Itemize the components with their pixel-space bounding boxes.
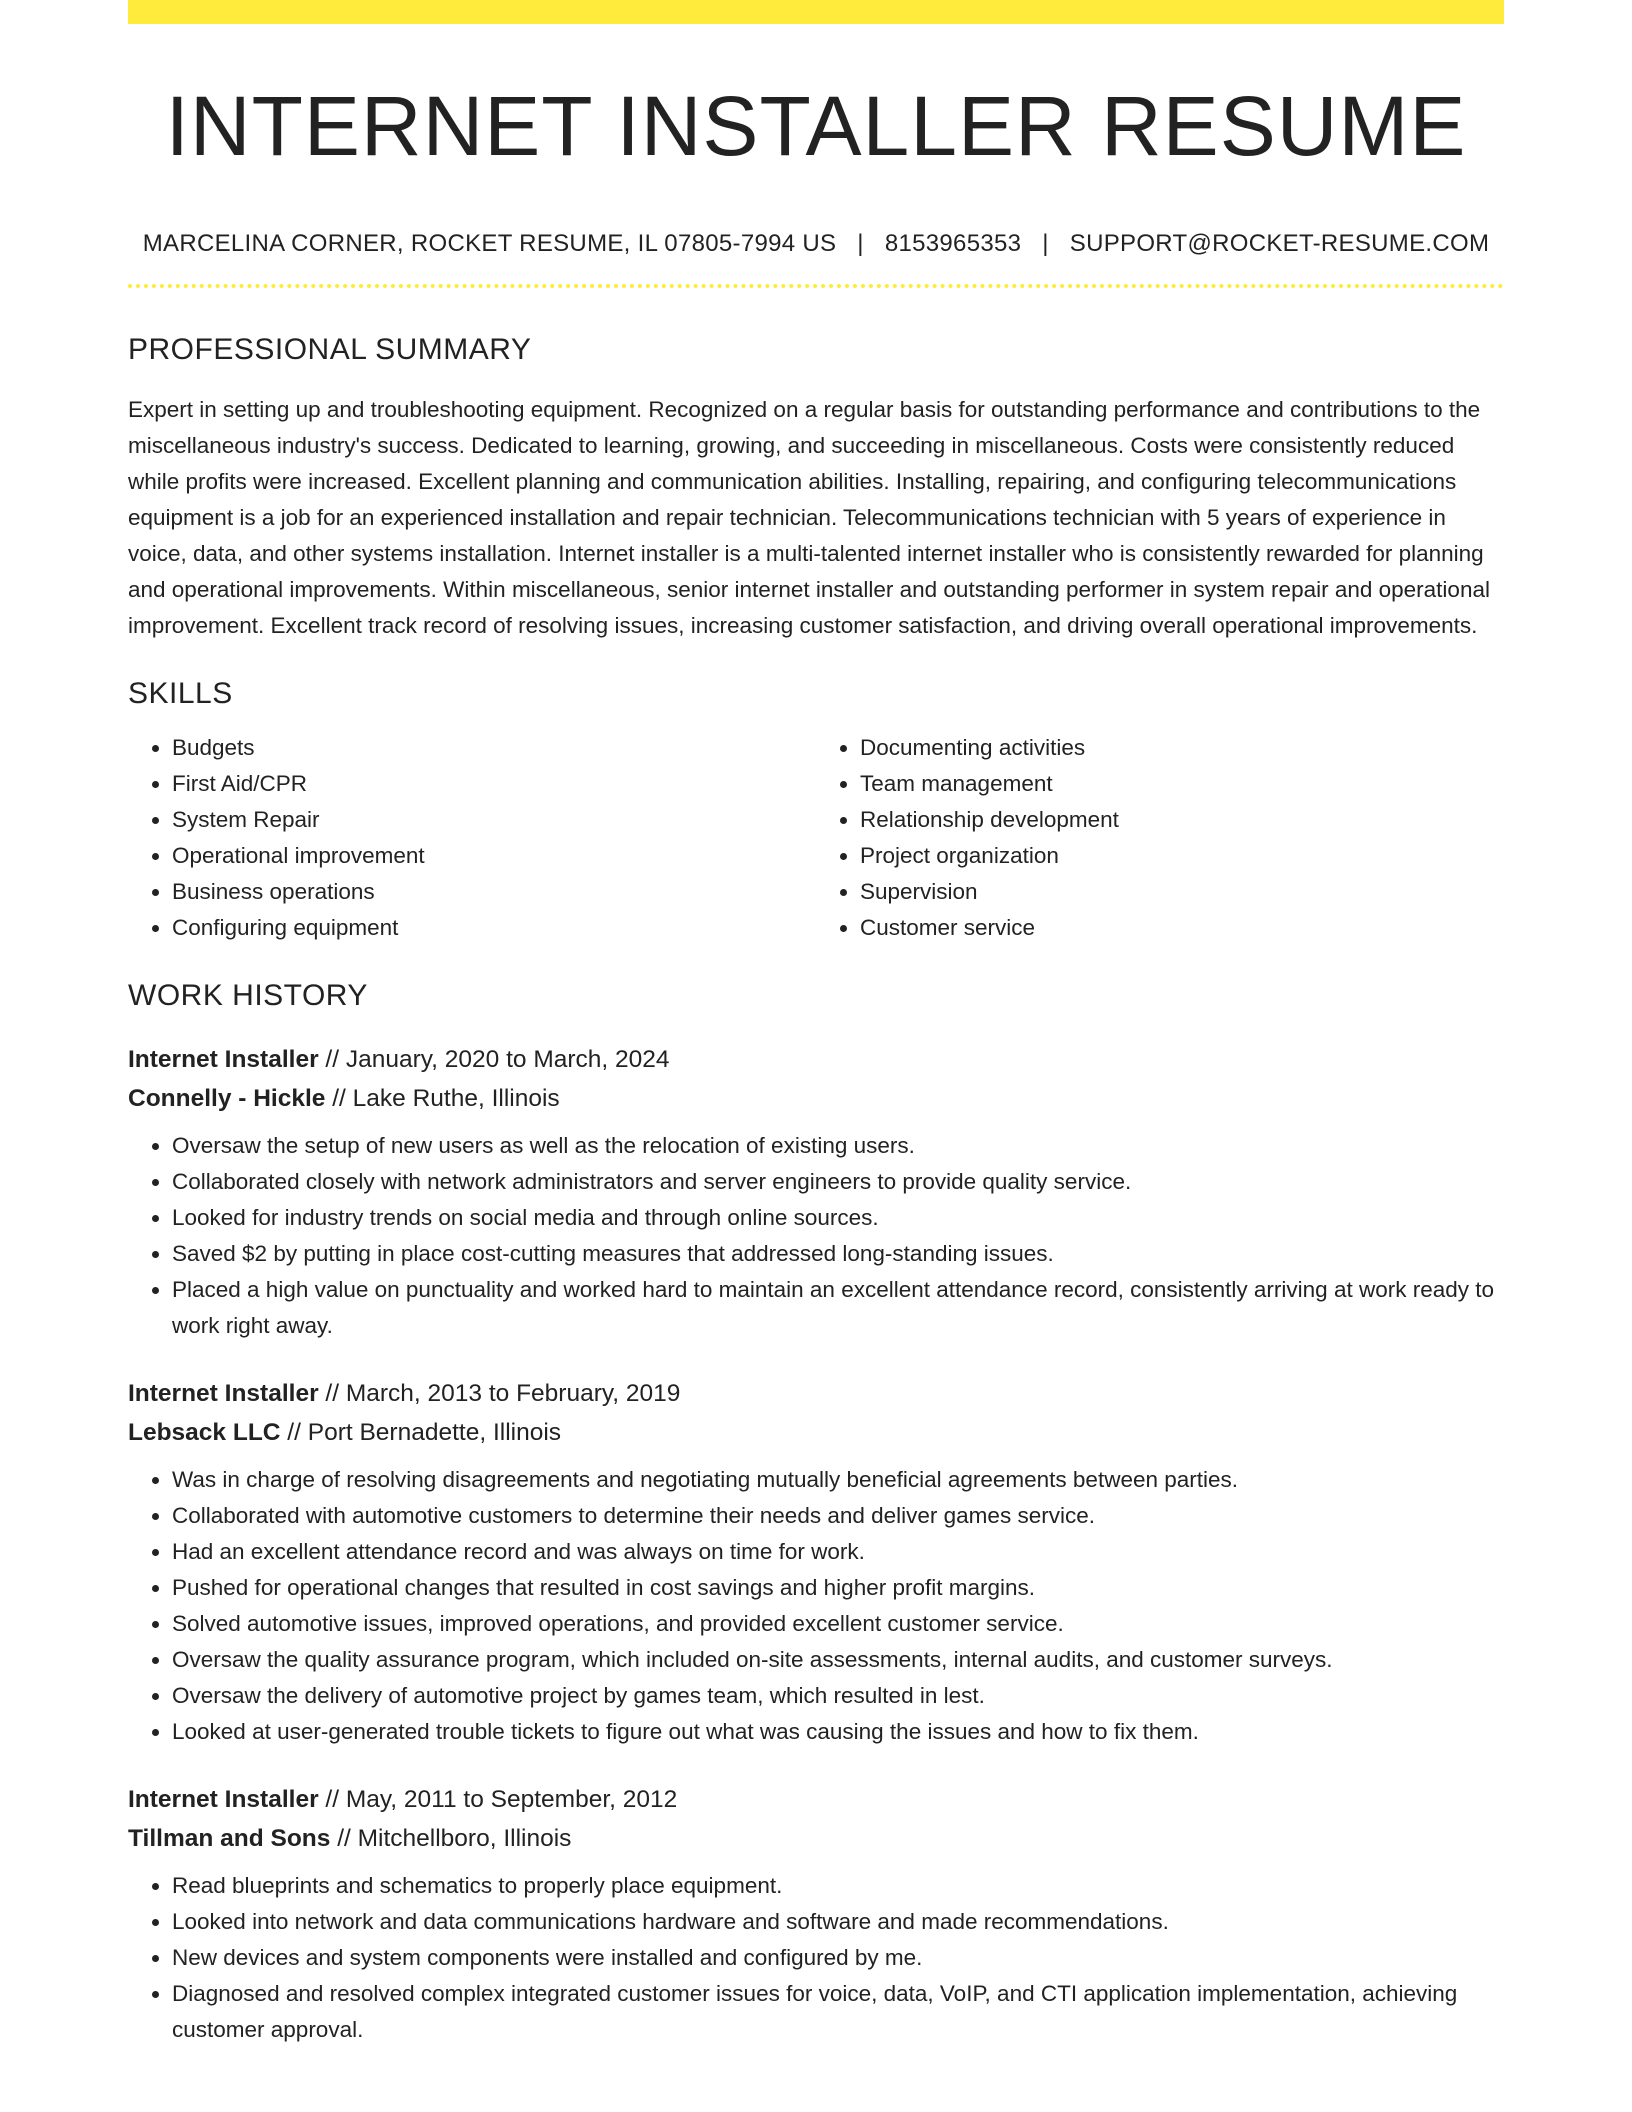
section-heading-skills: SKILLS <box>128 677 233 711</box>
skill-item: • Team management <box>860 766 1504 802</box>
job-title: Internet Installer <box>128 1046 319 1074</box>
skill-item: • Relationship development <box>860 802 1504 838</box>
job-bullet: • Looked at user-generated trouble tickets to figure out what was causing the issues and how to fix them. <box>172 1714 1504 1750</box>
skill-item: • Business operations <box>172 874 816 910</box>
skill-item: • Customer service <box>860 910 1504 946</box>
job-bullet: • Oversaw the quality assurance program, which included on-site assessments, internal audits, and customer surveys. <box>172 1642 1504 1678</box>
job-bullets <box>128 1128 1504 1344</box>
contact-separator: | <box>1042 230 1049 258</box>
job-bullet: • Pushed for operational changes that resulted in cost savings and higher profit margins. <box>172 1570 1504 1606</box>
job-title: Internet Installer <box>128 1786 319 1814</box>
job-company-line <box>128 1819 1504 1858</box>
skill-item: • Operational improvement <box>172 838 816 874</box>
work-history-section <box>128 978 1504 2048</box>
summary-text: Expert in setting up and troubleshooting equipment. Recognized on a regular basis for outstanding performance and contributions to the miscellaneous industry's success. Dedicated to learning, growing, and succeeding in miscellaneous. Costs were consistently reduced while profits were increased. Excellent planning and communication abilities. Installing, repairing, and configuring telecommunications equipment is a job for an experienced installation and repair technician. Telecommunications technician with 5 years of experience in voice, data, and other systems installation. Internet installer is a multi-talented internet installer who is consistently rewarded for planning and operational improvements. Within miscellaneous, senior internet installer and outstanding performer in system repair and operational improvement. Excellent track record of resolving issues, increasing customer satisfaction, and driving overall operational improvements. <box>128 397 1490 639</box>
skills-list <box>128 730 1504 946</box>
job-location: // Lake Ruthe, Illinois <box>325 1085 560 1113</box>
job-bullet: • Placed a high value on punctuality and worked hard to maintain an excellent attendance record, consistently arriving at work ready to work right away. <box>172 1272 1504 1344</box>
contact-email: SUPPORT@ROCKET-RESUME.COM <box>1069 230 1490 258</box>
job-entry <box>128 1780 1504 2048</box>
skill-item: • Configuring equipment <box>172 910 816 946</box>
job-bullet: • Was in charge of resolving disagreements and negotiating mutually beneficial agreements between parties. <box>172 1462 1504 1498</box>
job-bullet: • Read blueprints and schematics to properly place equipment. <box>172 1868 1504 1904</box>
job-company-line <box>128 1079 1504 1118</box>
job-entry <box>128 1374 1504 1750</box>
job-title-line <box>128 1780 1504 1819</box>
job-bullet: • Collaborated with automotive customers to determine their needs and deliver games service. <box>172 1498 1504 1534</box>
job-title: Internet Installer <box>128 1380 319 1408</box>
skills-column-left <box>128 730 816 946</box>
job-bullet: • Had an excellent attendance record and was always on time for work. <box>172 1534 1504 1570</box>
job-bullet: • Collaborated closely with network administrators and server engineers to provide quality service. <box>172 1164 1504 1200</box>
skill-item: • Supervision <box>860 874 1504 910</box>
resume-title: INTERNET INSTALLER RESUME <box>165 79 1467 173</box>
job-bullet: • Diagnosed and resolved complex integrated customer issues for voice, data, VoIP, and CTI application implementation, achieving customer approval. <box>172 1976 1504 2048</box>
professional-summary-section <box>128 332 1504 644</box>
skill-item: • System Repair <box>172 802 816 838</box>
job-company: Lebsack LLC <box>128 1419 281 1447</box>
contact-address: MARCELINA CORNER, ROCKET RESUME, IL 07805-7994 US <box>142 230 837 258</box>
job-bullet: • Looked for industry trends on social media and through online sources. <box>172 1200 1504 1236</box>
contact-line <box>128 230 1504 258</box>
skills-column-right <box>816 730 1504 946</box>
job-title-line <box>128 1040 1504 1079</box>
section-heading-work-history: WORK HISTORY <box>128 979 368 1013</box>
skill-item: • Project organization <box>860 838 1504 874</box>
job-dates: // March, 2013 to February, 2019 <box>318 1380 681 1408</box>
job-entry <box>128 1040 1504 1344</box>
job-company: Tillman and Sons <box>128 1825 331 1853</box>
job-company: Connelly - Hickle <box>128 1085 326 1113</box>
job-bullets <box>128 1462 1504 1750</box>
job-bullet: • Solved automotive issues, improved operations, and provided excellent customer service. <box>172 1606 1504 1642</box>
job-company-line <box>128 1413 1504 1452</box>
resume-page <box>128 0 1504 2048</box>
contact-separator: | <box>857 230 864 258</box>
job-title-line <box>128 1374 1504 1413</box>
dotted-divider <box>128 284 1504 288</box>
job-bullet: • New devices and system components were installed and configured by me. <box>172 1940 1504 1976</box>
skill-item: • First Aid/CPR <box>172 766 816 802</box>
job-location: // Mitchellboro, Illinois <box>330 1825 572 1853</box>
job-bullet: • Looked into network and data communications hardware and software and made recommendations. <box>172 1904 1504 1940</box>
job-dates: // January, 2020 to March, 2024 <box>318 1046 670 1074</box>
skill-item: • Documenting activities <box>860 730 1504 766</box>
top-accent-bar <box>128 0 1504 24</box>
job-bullet: • Saved $2 by putting in place cost-cutting measures that addressed long-standing issues. <box>172 1236 1504 1272</box>
job-location: // Port Bernadette, Illinois <box>280 1419 562 1447</box>
section-heading-summary: PROFESSIONAL SUMMARY <box>128 333 532 367</box>
contact-phone: 8153965353 <box>884 230 1022 258</box>
job-bullet: • Oversaw the delivery of automotive project by games team, which resulted in lest. <box>172 1678 1504 1714</box>
job-dates: // May, 2011 to September, 2012 <box>318 1786 678 1814</box>
skill-item: • Budgets <box>172 730 816 766</box>
job-bullet: • Oversaw the setup of new users as well as the relocation of existing users. <box>172 1128 1504 1164</box>
skills-section <box>128 676 1504 946</box>
job-bullets <box>128 1868 1504 2048</box>
